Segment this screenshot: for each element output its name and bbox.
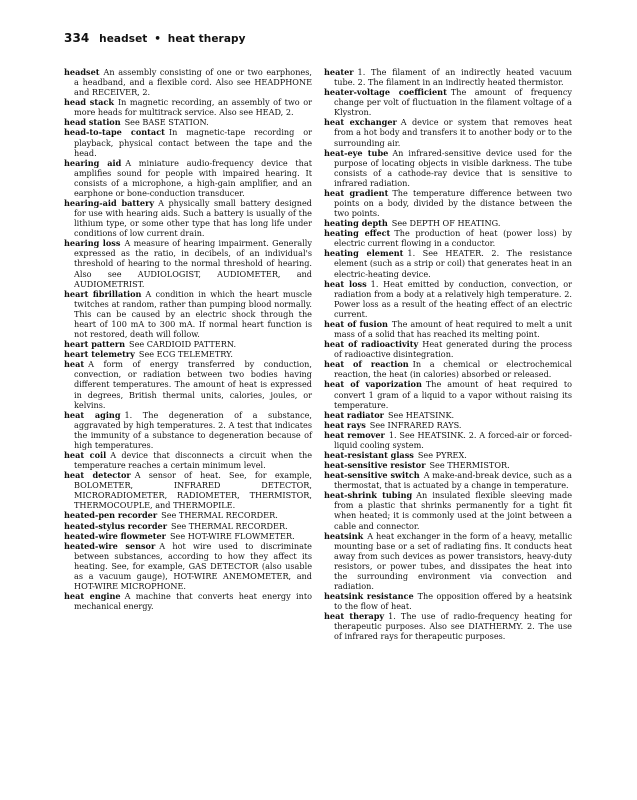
entry-headword: heat therapy (324, 611, 385, 622)
dictionary-entry (64, 117, 312, 127)
entry-headword: heated-stylus recorder (64, 520, 167, 531)
dictionary-entry (64, 289, 312, 339)
entry-definition: In magnetic recording, an assembly of two or more heads for multitrack service. Also see HEAD, 2. (74, 97, 312, 118)
entry-headword: heated-wire sensor (64, 540, 156, 551)
entry-headword: heat of fusion (324, 318, 388, 329)
entry-headword: heating effect (324, 228, 391, 239)
entry-headword: hearing-aid battery (64, 198, 155, 209)
dictionary-entry (64, 450, 312, 470)
entry-headword: heat exchanger (324, 117, 397, 128)
entry-definition: 1. The filament of an indirectly heated vacuum tube. 2. The filament in an indirectly heated thermistor. (334, 67, 572, 88)
entry-definition: A device that disconnects a circuit when the temperature reaches a certain minimum level. (74, 449, 313, 471)
dictionary-entry (64, 97, 312, 117)
entry-definition: See CARDIOID PATTERN. (129, 339, 237, 350)
entry-definition: See ECG TELEMETRY. (138, 349, 234, 360)
entry-headword: heat-resistant glass (324, 449, 414, 460)
entry-definition: 1. See HEATER. 2. The resistance element (such as a strip or coil) that generates heat in an electric-heating device. (334, 248, 573, 279)
entry-definition: In magnetic-tape recording or playback, physical contact between the tape and the head. (74, 127, 312, 158)
page-number: 334 (64, 31, 90, 45)
dictionary-entry (324, 410, 572, 420)
entry-definition: See HEATSINK. (387, 409, 455, 420)
entry-headword: heated-wire flowmeter (64, 530, 166, 541)
entry-headword: hearing loss (64, 238, 121, 249)
entry-definition: A measure of hearing impairment. Generally expressed as the ratio, in decibels, of an individual's threshold of hearing to the normal threshold of hearing. Also see AUDIOLOGIST, AUDIOMETER, and AUDIOMETRIST. (74, 238, 312, 289)
dictionary-entry (64, 339, 312, 349)
entry-definition: The amount of frequency change per volt of fluctuation in the filament voltage of a Klystron. (334, 87, 573, 118)
entry-definition: See THERMISTOR. (429, 460, 510, 471)
entry-headword: heart pattern (64, 339, 126, 350)
dictionary-entry (64, 531, 312, 541)
dictionary-entry (324, 450, 572, 460)
entry-headword: heat-shrink tubing (324, 490, 413, 501)
entry-definition: A physically small battery designed for use with hearing aids. Such a battery is usually of the lithium type, or some other type that has long life under conditions of low current drain. (74, 198, 312, 239)
dictionary-entry (324, 490, 572, 530)
entry-headword: heat engine (64, 591, 121, 602)
entry-headword: heatsink resistance (324, 591, 414, 602)
entry-definition: 1. See HEATSINK. 2. A forced-air or forced-liquid cooling system. (334, 429, 572, 450)
dictionary-entry (324, 87, 572, 117)
dictionary-entry (64, 238, 312, 288)
dictionary-entry (324, 148, 572, 188)
dictionary-entry (64, 510, 312, 520)
entry-definition: A condition in which the heart muscle twitches at random, rather than pumping blood normally. This can be caused by an electric shock through the heart of 100 mA to 300 mA. If normal heart function is not restored, death will follow. (74, 288, 312, 340)
dictionary-entry (64, 541, 312, 591)
right-column (324, 67, 572, 641)
right-guide-word: heat therapy (167, 33, 246, 45)
guide-separator: • (154, 33, 161, 45)
entry-headword: heat-eye tube (324, 147, 389, 158)
dictionary-entry (64, 127, 312, 157)
dictionary-entry (324, 339, 572, 359)
dictionary-entry (64, 470, 312, 510)
entry-headword: heat of vaporization (324, 379, 422, 390)
entry-definition: See THERMAL RECORDER. (161, 510, 278, 521)
entry-headword: head station (64, 117, 121, 128)
entry-headword: heat-sensitive resistor (324, 460, 426, 471)
entry-headword: head stack (64, 97, 114, 108)
entry-definition: 1. The degeneration of a substance, aggravated by high temperatures. 2. A test that indicates the immunity of a substance to degeneration because of high temperatures. (74, 409, 313, 450)
dictionary-entry (64, 521, 312, 531)
dictionary-entry (324, 611, 572, 641)
entry-definition: Heat generated during the process of radioactive disintegration. (334, 339, 572, 360)
entry-definition: An insulated flexible sleeving made from a plastic that shrinks permanently for a tight fit when heated; it is commonly used at the joint between a cable and connector. (334, 490, 572, 531)
entry-definition: See HOT-WIRE FLOWMETER. (169, 530, 295, 541)
entry-headword: heat radiator (324, 409, 384, 420)
entry-headword: heat (64, 359, 85, 370)
entry-headword: heat-sensitive switch (324, 470, 420, 481)
entry-definition: In a chemical or electrochemical reaction, the heat (in calories) absorbed or released. (334, 359, 572, 380)
running-head (64, 31, 246, 45)
dictionary-entry (324, 359, 572, 379)
entry-definition: A heat exchanger in the form of a heavy, metallic mounting base or a set of radiating fins. It conducts heat away from such devices as power transistors, heavy-duty resistors, or power tubes, and dissipates the heat into the surrounding environment via convection and radiation. (334, 530, 572, 591)
entry-headword: heart fibrillation (64, 288, 142, 299)
entry-definition: A device or system that removes heat from a hot body and transfers it to another body or to the surrounding air. (334, 117, 572, 148)
entry-headword: heater-voltage coefficient (324, 87, 447, 98)
entry-headword: heat aging (64, 409, 121, 420)
dictionary-entry (324, 279, 572, 319)
entry-definition: An assembly consisting of one or two earphones, a headband, and a flexible cord. Also see HEADPHONE and RECEIVER, 2. (74, 67, 312, 98)
entry-definition: See INFRARED RAYS. (369, 419, 462, 430)
entry-headword: hearing aid (64, 157, 122, 168)
entry-definition: An infrared-sensitive device used for the purpose of locating objects in visible darkness. The tube consists of a cathode-ray device that is sensitive to infrared radiation. (334, 147, 572, 188)
entry-definition: A hot wire used to discriminate between substances, according to how they affect its heating. See, for example, GAS DETECTOR (also usable as a vacuum gauge), HOT-WIRE ANEMOMETER, and HOT-WIRE MICROPHONE. (74, 540, 312, 591)
entry-definition: See PYREX. (417, 449, 467, 460)
dictionary-entry (324, 248, 572, 278)
entry-headword: heating depth (324, 218, 388, 229)
entry-definition: A make-and-break device, such as a thermostat, that is actuated by a change in temperature. (334, 470, 572, 491)
entry-headword: heat coil (64, 449, 107, 460)
dictionary-entry (324, 218, 572, 228)
entry-definition: The amount of heat required to melt a unit mass of a solid that has reached its melting point. (334, 318, 573, 340)
dictionary-entry (64, 591, 312, 611)
dictionary-entry (324, 531, 572, 591)
left-column (64, 67, 312, 611)
entry-headword: heat of radioactivity (324, 339, 419, 350)
entry-headword: heat remover (324, 429, 385, 440)
entry-headword: heat rays (324, 419, 366, 430)
entry-definition: A miniature audio-frequency device that amplifies sound for people with impaired hearing. It consists of a microphone, a high-gain amplifier, and an earphone or bone-conduction transducer. (74, 157, 312, 198)
entry-definition: See DEPTH OF HEATING. (391, 218, 501, 229)
dictionary-entry (64, 198, 312, 238)
entry-definition: A sensor of heat. See, for example, BOLOMETER, INFRARED DETECTOR, MICRORADIOMETER, RADIOMETER, THERMISTOR, THERMOCOUPLE, and THERMOPILE. (74, 470, 312, 511)
entry-headword: heart telemetry (64, 349, 135, 360)
dictionary-entry (324, 67, 572, 87)
dictionary-entry (64, 158, 312, 198)
entry-headword: heating element (324, 248, 404, 259)
entry-definition: See THERMAL RECORDER. (171, 520, 288, 531)
entry-definition: The amount of heat required to convert 1 gram of a liquid to a vapor without raising its temperature. (334, 379, 572, 410)
entry-headword: headset (64, 67, 100, 77)
entry-headword: heatsink (324, 530, 364, 541)
entry-definition: 1. Heat emitted by conduction, convection, or radiation from a body at a relatively high temperature. 2. Power loss as a result of the heating effect of an electric current. (334, 278, 572, 319)
entry-definition: See BASE STATION. (124, 117, 209, 128)
entry-headword: heater (324, 67, 354, 77)
entry-definition: The temperature difference between two points on a body, divided by the distance between the two points. (334, 187, 572, 219)
entry-definition: 1. The use of radio-frequency heating for therapeutic purposes. Also see DIATHERMY. 2. The use of infrared rays for therapeutic purposes. (334, 611, 573, 642)
dictionary-entry (64, 359, 312, 409)
dictionary-entry (64, 410, 312, 450)
dictionary-entry (324, 420, 572, 430)
entry-headword: heat of reaction (324, 359, 409, 370)
dictionary-entry (324, 319, 572, 339)
dictionary-entry (324, 460, 572, 470)
dictionary-entry (324, 228, 572, 248)
entry-headword: heat gradient (324, 187, 389, 198)
entry-definition: A machine that converts heat energy into mechanical energy. (74, 591, 312, 612)
dictionary-entry (324, 430, 572, 450)
dictionary-entry (324, 379, 572, 409)
entry-headword: head-to-tape contact (64, 127, 165, 138)
entry-headword: heat detector (64, 470, 131, 481)
dictionary-entry (324, 470, 572, 490)
entry-definition: A form of energy transferred by conduction, convection, or radiation between two bodies having different temperatures. The amount of heat is expressed in degrees, British thermal units, calories, joules, or kelvins. (74, 359, 312, 410)
dictionary-entry (324, 117, 572, 147)
dictionary-entry (64, 349, 312, 359)
entry-definition: The opposition offered by a heatsink to the flow of heat. (334, 591, 572, 612)
entry-definition: The production of heat (power loss) by electric current flowing in a conductor. (334, 228, 572, 249)
left-guide-word: headset (99, 33, 148, 45)
entry-headword: heated-pen recorder (64, 510, 158, 521)
entry-headword: heat loss (324, 278, 367, 289)
dictionary-entry (324, 188, 572, 218)
dictionary-entry (324, 591, 572, 611)
dictionary-entry (64, 67, 312, 97)
